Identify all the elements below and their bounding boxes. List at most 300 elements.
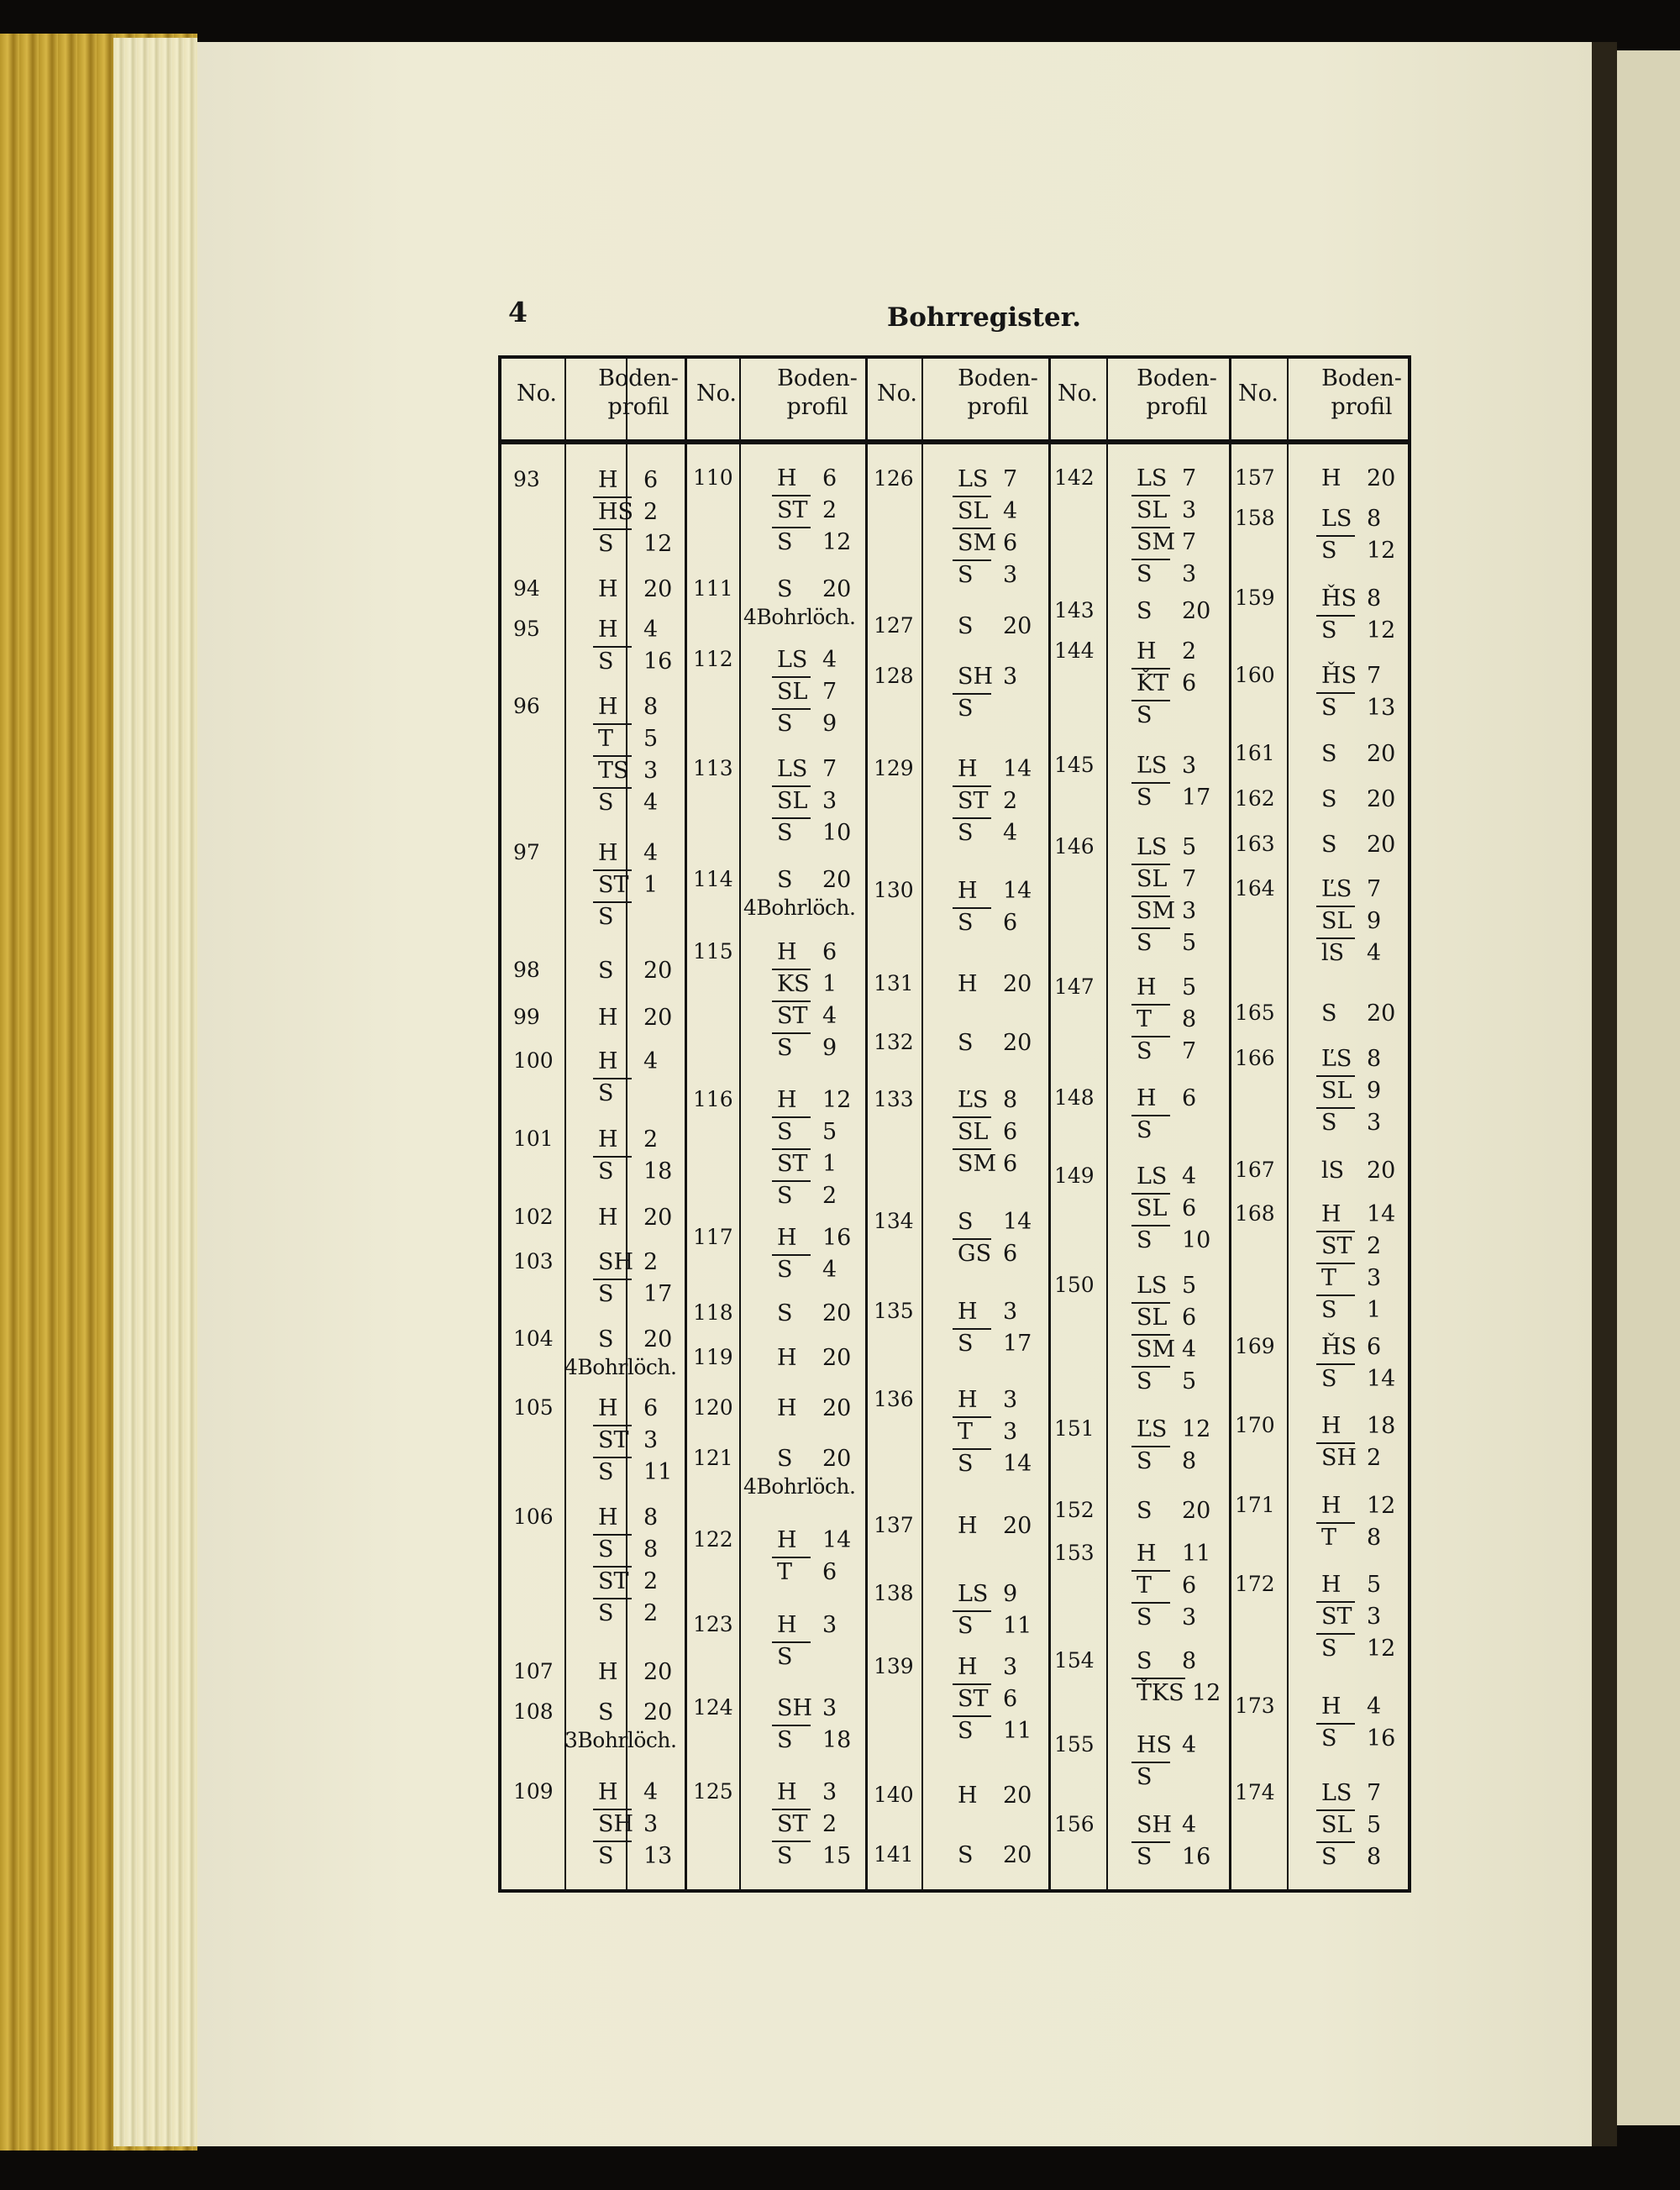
- soil-layer-code: H: [958, 1783, 978, 1809]
- soil-layer-code: SH: [777, 1695, 813, 1721]
- soil-layer-code: SH: [958, 664, 994, 690]
- soil-layer-code: S: [777, 1183, 793, 1209]
- boring-number: 130: [874, 878, 914, 902]
- soil-layer-code: T: [598, 726, 614, 752]
- boring-number: 121: [693, 1446, 733, 1470]
- soil-layer-code: ĽS: [1137, 1416, 1168, 1442]
- soil-layer-code: S: [777, 867, 793, 893]
- column-rule: [865, 355, 868, 1893]
- boring-number: 172: [1235, 1572, 1275, 1596]
- column-rule: [1106, 355, 1108, 1893]
- soil-layer-depth: 20: [1003, 613, 1032, 639]
- soil-layer-depth: 5: [822, 1119, 837, 1145]
- soil-layer-code: ŤKS: [1137, 1680, 1184, 1706]
- soil-layer-depth: 7: [1367, 876, 1382, 902]
- soil-layer-depth: 10: [1182, 1227, 1211, 1253]
- soil-layer-code: LS: [1321, 506, 1352, 532]
- soil-layer-depth: 8: [1182, 1448, 1197, 1474]
- soil-layer-code: ST: [777, 1003, 808, 1029]
- soil-layer-code: S: [1321, 1725, 1337, 1751]
- soil-layer-code: S: [958, 613, 974, 639]
- soil-layer-code: S: [1137, 1117, 1152, 1143]
- soil-layer-code: T: [958, 1419, 974, 1445]
- soil-layer-depth: 4: [1182, 1163, 1197, 1190]
- soil-layer-depth: 20: [1182, 598, 1211, 624]
- boring-note: 4Bohrlöch.: [743, 1474, 856, 1499]
- soil-layer-depth: 4: [1367, 940, 1382, 966]
- boring-number: 127: [874, 613, 914, 638]
- soil-layer-depth: 5: [643, 726, 659, 752]
- soil-layer-depth: 18: [1367, 1413, 1396, 1439]
- boring-number: 142: [1054, 465, 1095, 490]
- soil-layer-code: S: [1137, 1648, 1152, 1674]
- soil-layer-code: SL: [958, 498, 989, 524]
- soil-layer-depth: 20: [822, 867, 852, 893]
- boring-number: 174: [1235, 1780, 1275, 1804]
- boring-number: 99: [513, 1005, 540, 1029]
- soil-layer-depth: 3: [822, 1695, 837, 1721]
- boring-number: 136: [874, 1387, 914, 1411]
- soil-layer-code: LS: [777, 756, 808, 782]
- soil-layer-code: S: [598, 904, 614, 930]
- soil-layer-depth: 18: [822, 1727, 852, 1753]
- soil-layer-code: S: [777, 1644, 793, 1670]
- soil-layer-depth: 4: [643, 840, 659, 866]
- soil-layer-depth: 12: [822, 529, 852, 555]
- soil-layer-code: S: [1321, 1297, 1337, 1323]
- soil-layer-code: SL: [1137, 1305, 1168, 1331]
- soil-layer-depth: 1: [1367, 1297, 1382, 1323]
- boring-number: 126: [874, 466, 914, 491]
- boring-number: 132: [874, 1030, 914, 1054]
- soil-layer-code: LS: [958, 466, 989, 492]
- soil-layer-code: S: [958, 1331, 974, 1357]
- soil-layer-code: H: [1137, 638, 1157, 664]
- boring-number: 150: [1054, 1273, 1095, 1297]
- column-rule: [1048, 355, 1051, 1893]
- soil-layer-depth: 2: [1003, 788, 1018, 814]
- boring-number: 125: [693, 1779, 733, 1804]
- soil-layer-code: SL: [1321, 1078, 1352, 1104]
- soil-layer-code: S: [598, 1843, 614, 1869]
- soil-layer-depth: 3: [1367, 1110, 1382, 1136]
- soil-layer-code: S: [1321, 1366, 1337, 1392]
- header-bodenprofil-line2: profil: [967, 394, 1029, 420]
- soil-layer-depth: 20: [1367, 1000, 1396, 1027]
- soil-layer-code: S: [1321, 1636, 1337, 1662]
- soil-layer-depth: 11: [1182, 1541, 1211, 1567]
- soil-layer-code: S: [1137, 1227, 1152, 1253]
- boring-number: 171: [1235, 1493, 1275, 1517]
- soil-layer-code: ǨT: [1137, 670, 1169, 696]
- facing-page-edge: [1617, 50, 1680, 2125]
- soil-layer-depth: 2: [1367, 1445, 1382, 1471]
- soil-layer-code: S: [1137, 1604, 1152, 1631]
- boring-number: 95: [513, 617, 540, 641]
- boring-number: 102: [513, 1205, 554, 1229]
- soil-layer-code: T: [1137, 1573, 1152, 1599]
- soil-layer-code: ȞS: [1321, 1334, 1357, 1360]
- boring-number: 124: [693, 1695, 733, 1720]
- soil-layer-code: SM: [1137, 898, 1176, 924]
- soil-layer-code: H: [958, 1513, 978, 1539]
- book-page-edges-inner: [113, 38, 197, 2146]
- soil-layer-depth: 17: [1003, 1331, 1032, 1357]
- soil-layer-code: S: [1137, 1448, 1152, 1474]
- soil-layer-depth: 9: [1367, 1078, 1382, 1104]
- soil-layer-depth: 2: [643, 1127, 659, 1153]
- soil-layer-depth: 17: [1182, 785, 1211, 811]
- boring-number: 120: [693, 1395, 733, 1420]
- soil-layer-depth: 20: [1003, 971, 1032, 997]
- boring-number: 168: [1235, 1201, 1275, 1226]
- soil-layer-code: S: [598, 1281, 614, 1307]
- soil-layer-code: H: [1321, 1413, 1341, 1439]
- soil-layer-code: H: [777, 1395, 797, 1421]
- boring-number: 115: [693, 939, 733, 964]
- boring-number: 169: [1235, 1334, 1275, 1358]
- soil-layer-code: ȞS: [1321, 663, 1357, 689]
- soil-layer-depth: 3: [1182, 497, 1197, 523]
- soil-layer-depth: 12: [1367, 617, 1396, 643]
- soil-layer-code: S: [1321, 1844, 1337, 1870]
- soil-layer-code: H: [598, 1395, 618, 1421]
- soil-layer-code: S: [1137, 1498, 1152, 1524]
- boring-number: 166: [1235, 1046, 1275, 1070]
- soil-layer-depth: 20: [643, 576, 673, 602]
- soil-layer-depth: 6: [1003, 1119, 1018, 1145]
- soil-layer-code: S: [1137, 785, 1152, 811]
- boring-number: 158: [1235, 506, 1275, 530]
- soil-layer-depth: 14: [1003, 756, 1032, 782]
- soil-layer-depth: 3: [1367, 1265, 1382, 1291]
- boring-number: 108: [513, 1699, 554, 1724]
- soil-layer-depth: 6: [1003, 530, 1018, 556]
- soil-layer-depth: 11: [1003, 1613, 1032, 1639]
- soil-layer-code: S: [777, 820, 793, 846]
- soil-layer-depth: 7: [1182, 866, 1197, 892]
- soil-layer-depth: 15: [822, 1843, 852, 1869]
- soil-layer-code: S: [777, 576, 793, 602]
- soil-layer-depth: 2: [822, 497, 837, 523]
- soil-layer-depth: 3: [1182, 898, 1197, 924]
- soil-layer-depth: 6: [1182, 1085, 1197, 1111]
- boring-number: 133: [874, 1087, 914, 1111]
- soil-layer-code: H: [958, 878, 978, 904]
- boring-number: 141: [874, 1842, 914, 1867]
- soil-layer-depth: 12: [1182, 1416, 1211, 1442]
- soil-layer-code: ST: [777, 497, 808, 523]
- soil-layer-depth: 12: [1192, 1680, 1221, 1706]
- soil-layer-depth: 8: [1367, 1844, 1382, 1870]
- header-bodenprofil-line1: Boden-: [598, 365, 679, 391]
- soil-layer-code: SM: [958, 1151, 997, 1177]
- boring-number: 122: [693, 1527, 733, 1552]
- soil-layer-code: H: [598, 840, 618, 866]
- soil-layer-code: LS: [777, 647, 808, 673]
- soil-layer-depth: 20: [1182, 1498, 1211, 1524]
- soil-layer-depth: 6: [1182, 1573, 1197, 1599]
- soil-layer-code: ĽS: [1321, 876, 1352, 902]
- boring-number: 135: [874, 1299, 914, 1323]
- boring-number: 163: [1235, 832, 1275, 856]
- soil-layer-depth: 9: [1003, 1581, 1018, 1607]
- soil-layer-code: S: [958, 1451, 974, 1477]
- soil-layer-depth: 4: [1182, 1812, 1197, 1838]
- soil-layer-depth: 20: [643, 1005, 673, 1031]
- soil-layer-depth: 6: [822, 465, 837, 491]
- boring-number: 151: [1054, 1416, 1095, 1441]
- soil-layer-code: H: [598, 694, 618, 720]
- soil-layer-depth: 10: [822, 820, 852, 846]
- soil-layer-code: S: [958, 696, 974, 722]
- boring-number: 139: [874, 1654, 914, 1678]
- soil-layer-code: SH: [1137, 1812, 1173, 1838]
- soil-layer-depth: 4: [643, 790, 659, 816]
- boring-note: 4Bohrlöch.: [743, 895, 856, 920]
- soil-layer-depth: 4: [822, 647, 837, 673]
- soil-layer-depth: 3: [643, 1811, 659, 1837]
- boring-number: 170: [1235, 1413, 1275, 1437]
- soil-layer-code: ST: [598, 1427, 629, 1453]
- soil-layer-depth: 8: [1367, 1046, 1382, 1072]
- boring-number: 98: [513, 958, 540, 982]
- soil-layer-depth: 4: [1003, 498, 1018, 524]
- header-no: No.: [517, 381, 557, 407]
- boring-number: 153: [1054, 1541, 1095, 1565]
- soil-layer-depth: 6: [1003, 1686, 1018, 1712]
- soil-layer-code: S: [777, 711, 793, 737]
- soil-layer-depth: 8: [1367, 506, 1382, 532]
- boring-number: 149: [1054, 1163, 1095, 1188]
- soil-layer-code: S: [598, 531, 614, 557]
- soil-layer-depth: 14: [1367, 1366, 1396, 1392]
- soil-layer-code: H: [1321, 1201, 1341, 1227]
- soil-layer-depth: 18: [643, 1158, 673, 1184]
- soil-layer-depth: 4: [822, 1257, 837, 1283]
- soil-layer-code: T: [1137, 1006, 1152, 1032]
- header-no: No.: [1058, 381, 1098, 407]
- page-number: 4: [508, 296, 528, 328]
- boring-number: 154: [1054, 1648, 1095, 1673]
- header-bodenprofil: [586, 365, 690, 422]
- boring-number: 152: [1054, 1498, 1095, 1522]
- soil-layer-depth: 14: [822, 1527, 852, 1553]
- soil-layer-depth: 2: [822, 1811, 837, 1837]
- boring-number: 104: [513, 1326, 554, 1351]
- header-bodenprofil-line2: profil: [607, 394, 669, 420]
- soil-layer-depth: 20: [643, 1326, 673, 1352]
- boring-number: 160: [1235, 663, 1275, 687]
- soil-layer-code: lS: [1321, 940, 1345, 966]
- soil-layer-code: S: [598, 1080, 614, 1106]
- column-rule: [1229, 355, 1231, 1893]
- boring-note: 4Bohrlöch.: [564, 1355, 677, 1379]
- boring-number: 118: [693, 1300, 733, 1325]
- soil-layer-code: S: [1321, 695, 1337, 721]
- soil-layer-depth: 7: [1182, 1038, 1197, 1064]
- soil-layer-code: H: [958, 1387, 978, 1413]
- soil-layer-code: lS: [1321, 1158, 1345, 1184]
- soil-layer-depth: 6: [1367, 1334, 1382, 1360]
- soil-layer-code: TS: [598, 758, 629, 784]
- soil-layer-code: S: [777, 1843, 793, 1869]
- soil-layer-depth: 20: [822, 1345, 852, 1371]
- soil-layer-depth: 6: [1182, 670, 1197, 696]
- soil-layer-depth: 20: [1367, 1158, 1396, 1184]
- soil-layer-depth: 17: [643, 1281, 673, 1307]
- soil-layer-depth: 20: [822, 1300, 852, 1326]
- boring-number: 161: [1235, 741, 1275, 765]
- soil-layer-code: H: [958, 756, 978, 782]
- soil-layer-depth: 12: [1367, 538, 1396, 564]
- boring-note: 4Bohrlöch.: [743, 605, 856, 629]
- soil-layer-depth: 2: [643, 1249, 659, 1275]
- soil-layer-code: H: [777, 1345, 797, 1371]
- soil-layer-code: ST: [1321, 1604, 1352, 1630]
- header-bodenprofil: [765, 365, 869, 422]
- boring-number: 146: [1054, 834, 1095, 859]
- header-bodenprofil-line1: Boden-: [777, 365, 858, 391]
- soil-layer-depth: 11: [643, 1459, 673, 1485]
- boring-number: 165: [1235, 1000, 1275, 1025]
- soil-layer-code: H: [777, 1612, 797, 1638]
- soil-layer-depth: 3: [1182, 753, 1197, 779]
- soil-layer-code: S: [598, 1536, 614, 1562]
- soil-layer-code: ST: [777, 1811, 808, 1837]
- soil-layer-depth: 20: [1003, 1513, 1032, 1539]
- soil-layer-depth: 6: [1182, 1305, 1197, 1331]
- boring-number: 156: [1054, 1812, 1095, 1836]
- soil-layer-code: S: [1137, 1764, 1152, 1790]
- soil-layer-code: ST: [958, 1686, 989, 1712]
- soil-layer-depth: 2: [1367, 1233, 1382, 1259]
- soil-layer-code: SL: [777, 788, 808, 814]
- soil-layer-depth: 20: [643, 1659, 673, 1685]
- soil-layer-depth: 7: [1367, 663, 1382, 689]
- soil-layer-depth: 3: [1367, 1604, 1382, 1630]
- header-bodenprofil-line1: Boden-: [958, 365, 1038, 391]
- soil-layer-depth: 8: [1367, 1525, 1382, 1551]
- soil-layer-depth: 20: [1367, 832, 1396, 858]
- soil-layer-depth: 16: [1367, 1725, 1396, 1751]
- soil-layer-depth: 6: [1003, 910, 1018, 936]
- soil-layer-code: SL: [777, 679, 808, 705]
- soil-layer-depth: 1: [822, 971, 837, 997]
- soil-layer-code: S: [777, 1446, 793, 1472]
- soil-layer-depth: 9: [1367, 908, 1382, 934]
- soil-layer-code: H: [598, 1127, 618, 1153]
- boring-number: 119: [693, 1345, 733, 1369]
- soil-layer-code: H: [598, 467, 618, 493]
- soil-layer-code: HS: [1137, 1732, 1173, 1758]
- soil-layer-code: S: [598, 649, 614, 675]
- header-bodenprofil-line1: Boden-: [1321, 365, 1402, 391]
- soil-layer-depth: 5: [1182, 1368, 1197, 1394]
- soil-layer-code: S: [598, 1326, 614, 1352]
- soil-layer-depth: 4: [1182, 1732, 1197, 1758]
- soil-layer-depth: 11: [1003, 1718, 1032, 1744]
- soil-layer-depth: 4: [822, 1003, 837, 1029]
- soil-layer-depth: 8: [643, 1536, 659, 1562]
- boring-number: 110: [693, 465, 733, 490]
- soil-layer-code: SH: [598, 1811, 634, 1837]
- boring-number: 167: [1235, 1158, 1275, 1182]
- boring-number: 147: [1054, 974, 1095, 999]
- soil-layer-depth: 20: [1367, 465, 1396, 491]
- boring-number: 94: [513, 576, 540, 601]
- soil-layer-depth: 7: [1182, 465, 1197, 491]
- soil-layer-code: S: [598, 1699, 614, 1725]
- soil-layer-depth: 6: [1182, 1195, 1197, 1221]
- soil-layer-code: SL: [1321, 908, 1352, 934]
- soil-layer-code: SM: [958, 530, 997, 556]
- soil-layer-depth: 14: [1003, 878, 1032, 904]
- soil-layer-code: S: [1137, 930, 1152, 956]
- soil-layer-code: S: [958, 910, 974, 936]
- soil-layer-code: S: [1137, 1368, 1152, 1394]
- soil-layer-depth: 2: [643, 1600, 659, 1626]
- soil-layer-code: S: [1321, 832, 1337, 858]
- boring-number: 129: [874, 756, 914, 780]
- soil-layer-depth: 9: [822, 1035, 837, 1061]
- soil-layer-code: S: [958, 1613, 974, 1639]
- boring-number: 100: [513, 1048, 554, 1073]
- boring-number: 159: [1235, 586, 1275, 610]
- soil-layer-code: H: [598, 617, 618, 643]
- soil-layer-depth: 5: [1367, 1812, 1382, 1838]
- soil-layer-code: ST: [598, 872, 629, 898]
- header-bodenprofil: [1310, 365, 1414, 422]
- soil-layer-depth: 6: [643, 1395, 659, 1421]
- soil-layer-code: HS: [598, 499, 634, 525]
- boring-number: 111: [693, 576, 733, 601]
- soil-layer-depth: 3: [1003, 1387, 1018, 1413]
- boring-number: 123: [693, 1612, 733, 1636]
- soil-layer-code: S: [777, 1035, 793, 1061]
- soil-layer-depth: 3: [822, 1612, 837, 1638]
- column-rule: [739, 355, 741, 1893]
- soil-layer-code: S: [1321, 786, 1337, 812]
- soil-layer-code: ĽS: [958, 1087, 989, 1113]
- boring-number: 128: [874, 664, 914, 688]
- soil-layer-code: H: [1321, 1572, 1341, 1598]
- soil-layer-depth: 7: [1182, 529, 1197, 555]
- soil-layer-depth: 4: [643, 617, 659, 643]
- soil-layer-depth: 3: [643, 1427, 659, 1453]
- soil-layer-code: S: [958, 1842, 974, 1868]
- soil-layer-code: LS: [1137, 1273, 1168, 1299]
- soil-layer-code: S: [1321, 741, 1337, 767]
- soil-layer-depth: 8: [1182, 1006, 1197, 1032]
- soil-layer-depth: 13: [643, 1843, 673, 1869]
- soil-layer-code: T: [777, 1559, 793, 1585]
- soil-layer-depth: 8: [1367, 586, 1382, 612]
- boring-number: 140: [874, 1783, 914, 1807]
- header-bodenprofil: [1125, 365, 1229, 422]
- soil-layer-code: LS: [1137, 1163, 1168, 1190]
- soil-layer-depth: 20: [822, 1395, 852, 1421]
- soil-layer-code: SL: [1321, 1812, 1352, 1838]
- soil-layer-depth: 4: [1003, 820, 1018, 846]
- boring-number: 173: [1235, 1694, 1275, 1718]
- soil-layer-code: SL: [1137, 497, 1168, 523]
- soil-layer-code: GS: [958, 1241, 992, 1267]
- soil-layer-depth: 14: [1367, 1201, 1396, 1227]
- header-bodenprofil-line2: profil: [786, 394, 848, 420]
- soil-layer-code: H: [598, 1005, 618, 1031]
- soil-layer-code: SM: [1137, 529, 1176, 555]
